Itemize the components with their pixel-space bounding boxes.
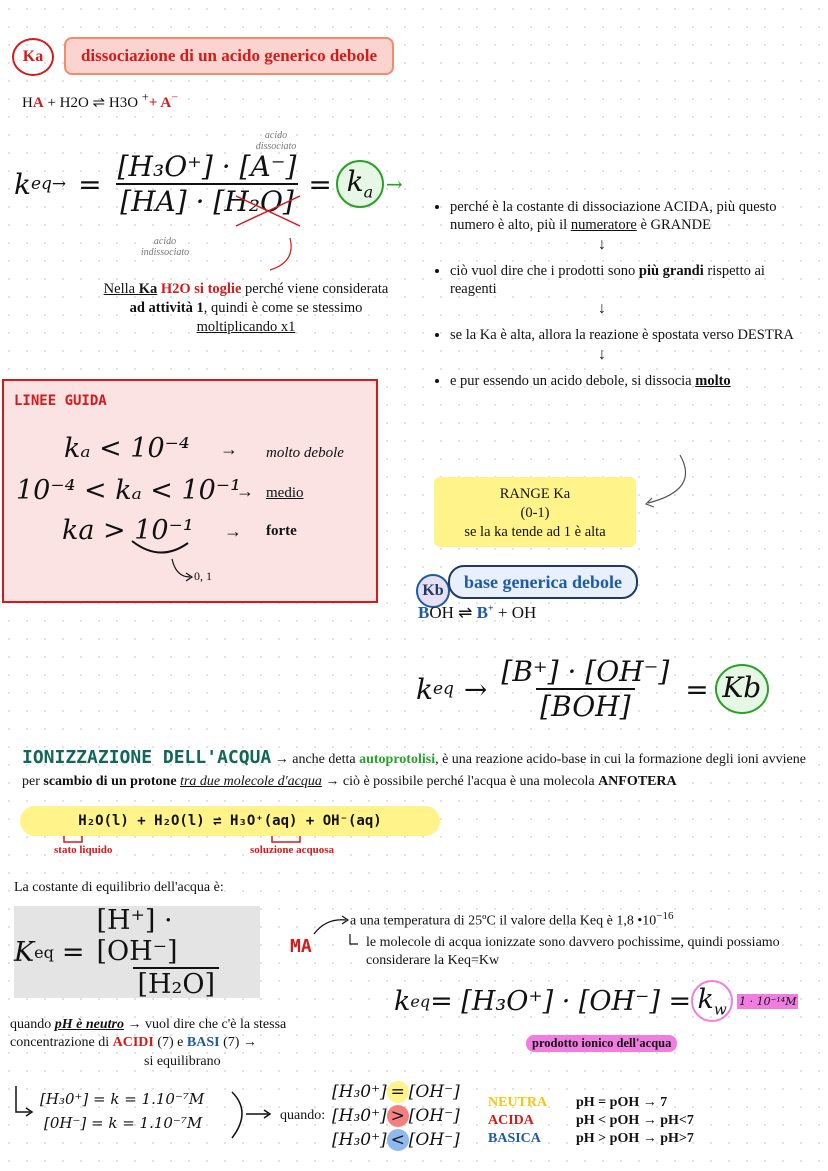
kb-equals: =: [685, 672, 709, 706]
explain-4: , quindi è come se stessimo: [203, 300, 363, 316]
range-l2: (0-1): [520, 505, 550, 521]
keq-equals: =: [78, 167, 102, 201]
prodotto-ionico: prodotto ionico dell'acqua: [526, 1035, 677, 1052]
keq-sub: eq→: [30, 174, 67, 194]
keq-photo-k: K: [14, 936, 35, 968]
keq-photo-num: [H⁺] · [OH⁻]: [96, 904, 178, 967]
rule-basica: pH > pOH → pH>7: [576, 1131, 694, 1146]
range-l1: RANGE Ka: [499, 486, 571, 502]
label-acida: ACIDA: [488, 1113, 534, 1128]
explain-5: moltiplicando x1: [196, 319, 296, 335]
cmp2-oh: [OH⁻]: [408, 1106, 460, 1126]
lg-note: 0, 1: [194, 569, 212, 583]
lg-r1-expr: kₐ < 10⁻⁴: [64, 433, 190, 464]
ka-k: k: [346, 165, 364, 198]
ka-badge-label: Ka: [22, 48, 44, 65]
eq-temp-exp: −16: [656, 910, 674, 922]
note-top: acido dissociato: [255, 130, 297, 152]
label-aq: soluzione acquosa: [250, 844, 335, 856]
ion-tra: tra due molecole d'acqua: [180, 774, 322, 789]
kb-keq: k: [416, 672, 433, 706]
kw-value: 1 · 10⁻¹⁴M: [739, 994, 797, 1008]
keq-numerator: [H₃O⁺] · [A⁻]: [117, 150, 297, 183]
explain-3: ad attività 1: [129, 300, 204, 316]
kb-rest: OH ⇌: [429, 603, 477, 622]
cmp1-oh: [OH⁻]: [408, 1082, 460, 1102]
reaction-minus: −: [171, 90, 179, 104]
keq-k: k: [14, 167, 31, 201]
lg-r2-expr: 10⁻⁴ < kₐ < 10⁻¹: [16, 475, 241, 506]
ion-t2: , è una reazione acido-base in cui la formazione degli ioni avviene per: [22, 752, 806, 789]
cmp3-h: [H₃0⁺]: [332, 1130, 387, 1150]
lg-r1-arrow: →: [220, 439, 238, 459]
kb-bplus: B: [476, 603, 488, 622]
ph-labels: [488, 1094, 547, 1148]
b1u: numeratore: [570, 217, 637, 233]
lg-r3-label: forte: [266, 523, 297, 539]
kb-arrow: →: [463, 672, 488, 706]
keq-photo-equals: =: [61, 936, 85, 968]
b1b: è GRANDE: [636, 217, 711, 233]
reaction-h: H: [22, 95, 33, 111]
explain-h2o: H2O si toglie: [160, 281, 242, 297]
arrow-down-3: ↓: [598, 346, 606, 363]
neutro-acidi: ACIDI: [112, 1035, 154, 1050]
cmp1-h: [H₃0⁺]: [332, 1082, 387, 1102]
reaction-mid: + H2O ⇌ H3O: [43, 95, 142, 111]
eq-intro: La costante di equilibrio dell'acqua è:: [14, 880, 224, 895]
ion-scambio: scambio di un protone: [43, 774, 177, 789]
kb-keq-sub: eq: [432, 679, 454, 699]
kw-kw: k: [697, 984, 714, 1015]
b2a: ciò vuol dire che i prodotti sono: [450, 263, 639, 279]
neutro-t3: (7) e: [153, 1035, 187, 1050]
b4b: molto: [695, 373, 731, 389]
water-reaction: H₂O(l) + H₂O(l) ⇌ H₃O⁺(aq) + OH⁻(aq): [78, 813, 382, 829]
neutro-t5: si equilibrano: [144, 1054, 221, 1069]
ionizzazione-title: IONIZZAZIONE DELL'ACQUA: [22, 747, 272, 768]
neutro-t4: (7) →: [219, 1035, 257, 1050]
label-basica: BASICA: [488, 1131, 541, 1146]
eq-molecole: le molecole di acqua ionizzate sono davvero pochissime, quindi possiamo considerare la Keq=Kw: [366, 935, 780, 968]
kw-k: k: [394, 985, 411, 1017]
range-l3: se la ka tende ad 1 è alta: [464, 524, 606, 540]
note-bottom: acido indissociato: [140, 236, 190, 258]
explain-2: perché viene considerata: [241, 281, 389, 297]
lg-r2-label: medio: [266, 485, 304, 501]
bullet-3: • se la Ka è alta, allora la reazione è spostata verso DESTRA: [450, 326, 808, 344]
arrow-down-1: ↓: [598, 236, 606, 253]
kb-kb: Kb: [722, 671, 762, 704]
cmp-row-gt: [332, 1104, 460, 1128]
kw-mid: = [H₃O⁺] · [OH⁻] =: [430, 985, 692, 1017]
comparisons: [332, 1080, 460, 1152]
conc-h3o: [H₃0⁺] = k = 1.10⁻⁷M: [40, 1090, 205, 1108]
kb-plus: +: [488, 603, 494, 615]
keq-photo-den: [H₂O]: [133, 967, 219, 1000]
neutro-ph: pH è neutro: [54, 1017, 124, 1032]
label-liquid: stato liquido: [54, 844, 113, 856]
lg-r2-arrow: →: [236, 481, 254, 501]
kb-b: B: [418, 603, 430, 622]
kb-end: + OH: [493, 603, 537, 622]
explain-1: Nella: [103, 281, 139, 297]
ka-sub: a: [363, 182, 374, 202]
lg-r3-arrow: →: [224, 521, 242, 541]
keq-denominator: [HA] · [H₂O]: [116, 183, 298, 218]
kb-den: [BOH]: [536, 688, 634, 723]
eq-temp-text: a una temperatura di 25ºC il valore della Keq è 1,8 •10: [350, 913, 657, 929]
b4a: e pur essendo un acido debole, si dissocia: [450, 373, 696, 389]
reaction-base: + A: [148, 95, 172, 111]
ka-title: dissociazione di un acido generico debole: [80, 46, 378, 65]
cmp2-h: [H₃0⁺]: [332, 1106, 387, 1126]
arrow-down-2: ↓: [598, 300, 606, 317]
keq-photo-sub: eq: [34, 942, 54, 962]
ion-auto: autoprotolisi: [359, 752, 436, 767]
explain-ka: Ka: [138, 281, 158, 297]
neutro-t2: → vuol dire che c'è la stessa concentrazione di: [10, 1017, 287, 1050]
reaction-a: A: [32, 95, 44, 111]
cmp-row-eq: [332, 1080, 460, 1104]
reaction-plus: +: [141, 90, 149, 104]
neutro-basi: BASI: [186, 1035, 220, 1050]
keq-equals-2: =: [308, 167, 332, 201]
ion-t4: → ciò è possibile perché l'acqua è una molecola: [321, 774, 599, 789]
kb-badge-label: Kb: [422, 582, 444, 599]
cmp3-sign: <: [387, 1129, 409, 1151]
b1a: perché è la costante di dissociazione ACIDA, più questo numero è alto, più il: [450, 199, 777, 233]
ka-arrow: →: [385, 172, 403, 196]
ion-anf: ANFOTERA: [598, 774, 677, 789]
rule-neutra: pH = pOH → 7: [576, 1095, 668, 1110]
cmp1-sign: =: [387, 1081, 409, 1103]
kw-sub2: w: [713, 1000, 727, 1019]
cmp2-sign: >: [387, 1105, 409, 1127]
kb-title: base generica debole: [464, 572, 622, 592]
conc-oh: [0H⁻] = k = 1.10⁻⁷M: [44, 1114, 203, 1132]
rule-acida: pH < pOH → pH<7: [576, 1113, 694, 1128]
kw-sub: eq: [410, 991, 431, 1011]
neutro-t1: quando: [10, 1017, 55, 1032]
cmp-row-lt: [332, 1128, 460, 1152]
lg-r3-expr: ka > 10⁻¹: [62, 515, 194, 546]
lg-r1-label: molto debole: [266, 445, 344, 461]
label-neutra: NEUTRA: [488, 1095, 548, 1110]
ph-rules: [576, 1094, 694, 1148]
linee-guida-title: LINEE GUIDA: [14, 393, 107, 409]
b2b: più grandi: [638, 263, 704, 279]
kb-num: [B⁺] · [OH⁻]: [501, 655, 670, 688]
ion-t1: → anche detta: [271, 752, 360, 767]
ma-label: MA: [290, 936, 312, 957]
b2c: rispetto ai reagenti: [450, 263, 765, 297]
cmp3-oh: [OH⁻]: [408, 1130, 460, 1150]
quando-label: quando:: [280, 1108, 326, 1123]
